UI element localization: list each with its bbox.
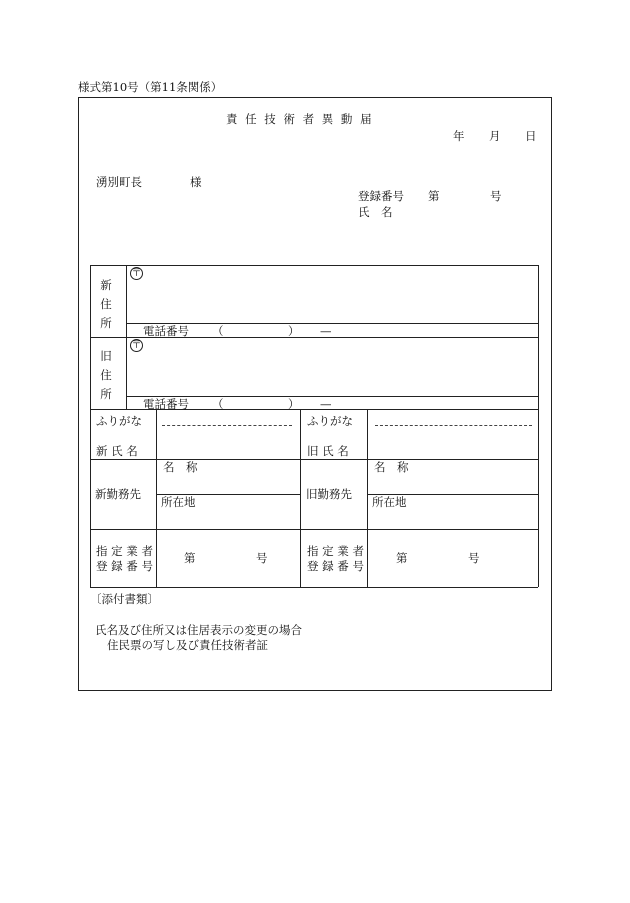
applicant-name-label: 氏 名 [358,205,393,219]
old-phone-close: ） [288,397,300,411]
registration-go: 号 [490,189,502,203]
old-phone-open: （ [212,397,224,411]
attachments-line-1: 氏名及び住所又は住居表示の変更の場合 [95,623,302,637]
registration-dai: 第 [428,189,440,203]
old-designated-dai: 第 [396,551,408,565]
center-divider [300,409,301,587]
old-designated-label-1: 指 定 業 者 [307,544,364,558]
new-phone-label: 電話番号 [143,324,189,338]
new-phone-dash: — [320,324,332,338]
left-label-divider [156,409,157,587]
old-phone-dash: — [320,397,332,411]
form-number: 様式第10号（第11条関係） [78,80,223,94]
postal-mark-icon: 〒 [131,340,142,351]
new-phone-open: （ [212,324,224,338]
new-office-location-label: 所在地 [161,495,196,509]
new-designated-go: 号 [256,551,268,565]
new-name-label: 新 氏 名 [96,444,138,458]
form-title: 責 任 技 術 者 異 動 届 [226,112,374,126]
office-row-divider [90,529,538,530]
old-furigana-line [375,425,532,426]
new-office-label: 新勤務先 [95,487,141,501]
old-designated-label-2: 登 録 番 号 [307,559,364,573]
new-phone-close: ） [288,324,300,338]
date-month: 月 [489,129,501,143]
old-phone-label: 電話番号 [143,397,189,411]
right-label-divider [367,409,368,587]
old-office-location-label: 所在地 [372,495,407,509]
addressee: 湧別町長 [96,175,142,189]
honorific: 様 [190,175,202,189]
postal-mark-icon: 〒 [131,268,142,279]
new-office-name-label: 名 称 [163,460,198,474]
new-address-field[interactable] [146,267,534,319]
old-address-label: 旧住所 [100,349,112,401]
new-name-field[interactable] [158,430,298,457]
new-address-label: 新住所 [100,278,112,330]
table-top-border [90,265,538,266]
table-bottom-border [90,587,538,588]
new-furigana-line [162,425,292,426]
old-designated-go: 号 [468,551,480,565]
name-row-divider [90,459,538,460]
old-furigana-label: ふりがな [307,414,353,428]
date-day: 日 [525,129,537,143]
old-office-label: 旧勤務先 [306,487,352,501]
new-furigana-label: ふりがな [96,414,142,428]
old-office-name-label: 名 称 [374,460,409,474]
date-year: 年 [453,129,465,143]
old-name-field[interactable] [369,430,536,457]
table-left-border [90,265,91,587]
new-designated-label-2: 登 録 番 号 [96,559,153,573]
new-designated-label-1: 指 定 業 者 [96,544,153,558]
old-name-label: 旧 氏 名 [307,444,349,458]
registration-label: 登録番号 [358,189,404,203]
old-address-field[interactable] [146,339,534,393]
new-designated-dai: 第 [184,551,196,565]
attachments-line-2: 住民票の写し及び責任技術者証 [107,638,268,652]
attachments-heading: 〔添付書類〕 [90,592,159,606]
table-right-border [538,265,539,587]
